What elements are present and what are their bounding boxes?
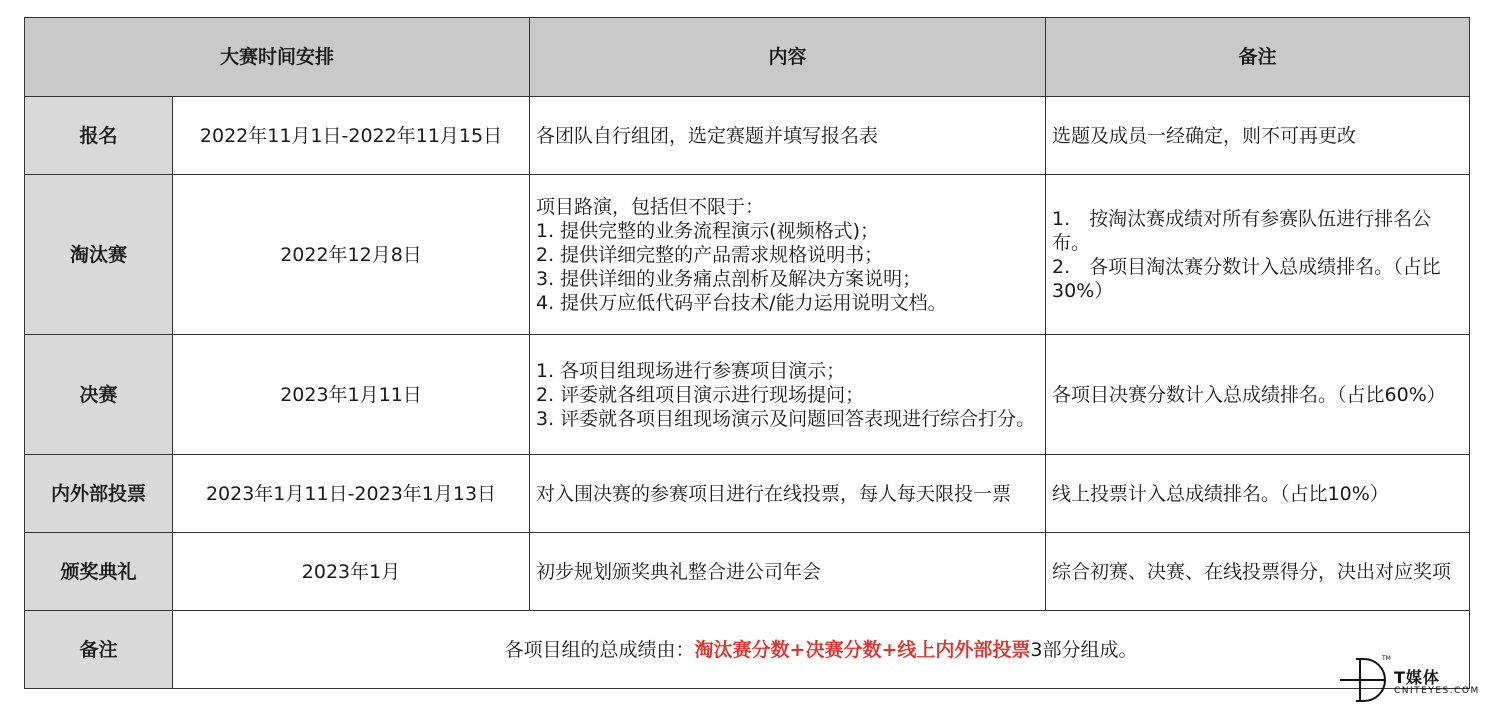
content-line: 对入围决赛的参赛项目进行在线投票，每人每天限投一票	[536, 482, 1012, 505]
summary-prefix: 各项目组的总成绩由：	[504, 638, 695, 661]
note-cell	[1046, 175, 1470, 335]
note-line: 2. 各项目淘汰赛分数计入总成绩排名。（占比30%）	[1052, 255, 1441, 302]
date-cell: 2023年1月11日	[173, 335, 530, 455]
date-cell: 2022年12月8日	[173, 175, 530, 335]
content-line: 项目路演，包括但不限于：	[536, 195, 765, 218]
table-row	[25, 533, 1470, 611]
logo-en-text: CNITEYES.COM	[1394, 686, 1480, 696]
content-cell	[530, 175, 1046, 335]
logo-mark-icon	[1338, 655, 1394, 707]
date-cell: 2022年11月1日-2022年11月15日	[173, 97, 530, 175]
stage-cell: 报名	[25, 97, 173, 175]
summary-suffix: 3部分组成。	[1030, 638, 1138, 661]
content-cell	[530, 335, 1046, 455]
table-row	[25, 97, 1470, 175]
content-line: 各团队自行组团，选定赛题并填写报名表	[536, 124, 879, 147]
content-line: 初步规划颁奖典礼整合进公司年会	[536, 560, 822, 583]
summary-stage-cell: 备注	[25, 611, 173, 689]
content-line: 1. 提供完整的业务流程演示(视频格式)；	[536, 219, 880, 242]
content-line: 4. 提供万应低代码平台技术/能力运用说明文档。	[536, 291, 947, 314]
note-cell	[1046, 455, 1470, 533]
competition-schedule-table	[24, 17, 1470, 689]
content-line: 1. 各项目组现场进行参赛项目演示；	[536, 359, 846, 382]
content-line: 2. 评委就各组项目演示进行现场提问；	[536, 383, 865, 406]
date-cell: 2023年1月11日-2023年1月13日	[173, 455, 530, 533]
stage-cell: 颁奖典礼	[25, 533, 173, 611]
watermark-logo	[1338, 655, 1488, 707]
header-note: 备注	[1046, 18, 1470, 97]
note-line: 线上投票计入总成绩排名。（占比10%）	[1052, 482, 1389, 505]
content-cell	[530, 455, 1046, 533]
table-row	[25, 335, 1470, 455]
stage-cell: 决赛	[25, 335, 173, 455]
note-line: 1. 按淘汰赛成绩对所有参赛队伍进行排名公布。	[1052, 207, 1432, 254]
content-cell	[530, 97, 1046, 175]
table-row	[25, 175, 1470, 335]
table-row	[25, 455, 1470, 533]
summary-highlight: 淘汰赛分数+决赛分数+线上内外部投票	[694, 638, 1031, 661]
content-line: 3. 提供详细的业务痛点剖析及解决方案说明；	[536, 267, 922, 290]
note-cell	[1046, 335, 1470, 455]
summary-row	[25, 611, 1470, 689]
note-cell	[1046, 533, 1470, 611]
content-line: 2. 提供详细完整的产品需求规格说明书；	[536, 243, 884, 266]
header-content: 内容	[530, 18, 1046, 97]
header-row	[25, 18, 1470, 97]
logo-tm: TM	[1382, 655, 1391, 662]
stage-cell: 淘汰赛	[25, 175, 173, 335]
note-line: 选题及成员一经确定，则不可再更改	[1052, 124, 1357, 147]
logo-cn-text: T媒体	[1394, 668, 1440, 687]
content-line: 3. 评委就各项目组现场演示及问题回答表现进行综合打分。	[536, 407, 1036, 430]
header-schedule: 大赛时间安排	[25, 18, 530, 97]
date-cell: 2023年1月	[173, 533, 530, 611]
content-cell	[530, 533, 1046, 611]
stage-cell: 内外部投票	[25, 455, 173, 533]
note-line: 各项目决赛分数计入总成绩排名。（占比60%）	[1052, 383, 1446, 406]
summary-cell	[173, 611, 1470, 689]
note-line: 综合初赛、决赛、在线投票得分，决出对应奖项	[1052, 560, 1452, 583]
note-cell	[1046, 97, 1470, 175]
